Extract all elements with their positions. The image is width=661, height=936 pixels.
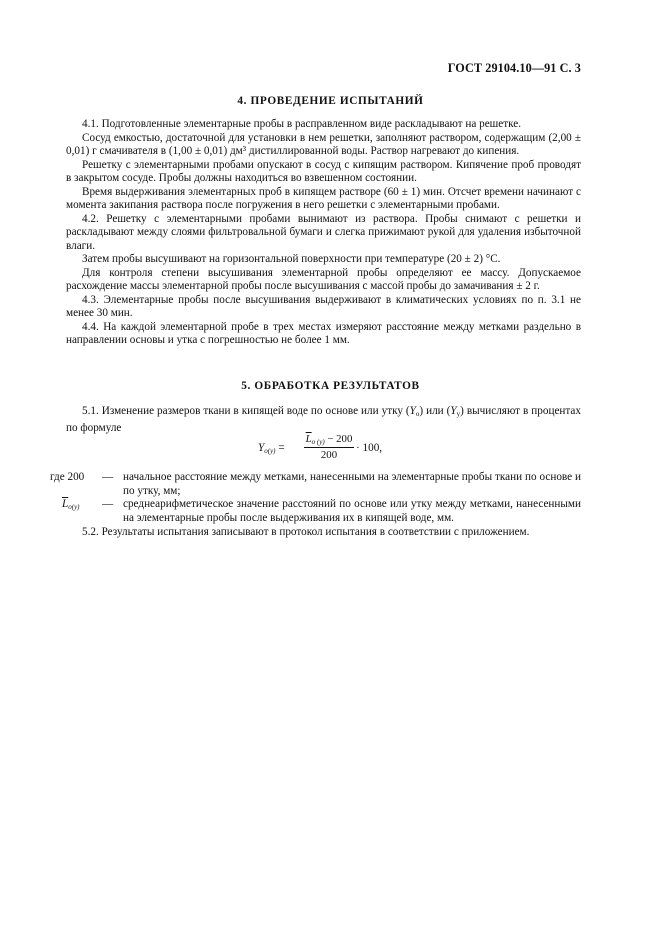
definition-dash: — [102, 498, 114, 510]
formula-numerator: $\overline{L}_{о (у)} - 200$ [305, 433, 353, 446]
definition-desc: среднеарифметическое значение расстояний по основе или утку между метками, нанесенными на элементарные пробы после выдерживания их в кипящей воде, мм. [123, 498, 581, 524]
formula-lhs: $Y_{о(у)}$ = [258, 442, 285, 455]
paragraph: Сосуд емкостью, достаточной для установки в нем решетки, заполняют раствором, содержащим (2,00 ± 0,01) г смачивателя в (1,00 ± 0,01) дм³ дистиллированной воды. Раствор нагревают до кипения. [66, 131, 581, 157]
paragraph: 5.2. Результаты испытания записывают в протокол испытания в соответствии с приложением. [82, 526, 530, 538]
definition-term: где 200 [50, 471, 85, 483]
formula-denominator: 200 [320, 449, 338, 461]
paragraph: Для контроля степени высушивания элементарной пробы определяют ее массу. Допускаемое расхождение массы элементарной пробы после высушивания с массой пробы до замачивания ± 2 г. [66, 266, 581, 292]
paragraph: Решетку с элементарными пробами опускают в сосуд с кипящим раствором. Кипячение проб проводят в закрытом сосуде. Пробы должны находиться во взвешенном состоянии. [66, 158, 581, 184]
paragraph: Время выдерживания элементарных проб в кипящем растворе (60 ± 1) мин. Отсчет времени начинают с момента закипания раствора после погружения в него решетки с элементарными пробами. [66, 185, 581, 211]
definition-term: $\overline{L}_{о(у)}$ [62, 498, 80, 511]
section-5-title: 5. ОБРАБОТКА РЕЗУЛЬТАТОВ [241, 380, 420, 392]
paragraph: 5.1. Изменение размеров ткани в кипящей воде по основе или утку $(Y_о)$ или $(Y_у)$ вычисляют в процентах по формуле [66, 405, 581, 434]
paragraph: Затем пробы высушивают на горизонтальной поверхности при температуре (20 ± 2) °С. [82, 253, 501, 265]
section-5-intro [66, 405, 581, 435]
paragraph: 4.4. На каждой элементарной пробе в трех местах измеряют расстояние между метками раздельно в направлении основы и утка с погрешностью не более 1 мм. [66, 320, 581, 346]
section-4-body [66, 118, 581, 348]
formula-tail: · 100, [356, 442, 383, 454]
section-4-title: 4. ПРОВЕДЕНИЕ ИСПЫТАНИЙ [237, 95, 424, 107]
paragraph: 4.3. Элементарные пробы после высушивания выдерживают в климатических условиях по п. 3.1 не менее 30 мин. [66, 293, 581, 319]
page-header: ГОСТ 29104.10—91 С. 3 [447, 61, 581, 75]
definition-item [50, 498, 581, 525]
definitions-list [50, 471, 581, 525]
definition-item [50, 471, 581, 498]
definition-dash: — [102, 471, 114, 483]
definition-desc: начальное расстояние между метками, нанесенными на элементарные пробы ткани по основе и по утку, мм; [123, 471, 581, 497]
paragraph: 4.2. Решетку с элементарными пробами вынимают из раствора. Пробы снимают с решетки и раскладывают между слоями фильтровальной бумаги и слегка прижимают рукой для удаления избыточной влаги. [66, 212, 581, 252]
formula-fraction [304, 433, 354, 461]
paragraph: 4.1. Подготовленные элементарные пробы в расправленном виде раскладывают на решетке. [82, 118, 522, 130]
section-5-final [66, 526, 581, 540]
